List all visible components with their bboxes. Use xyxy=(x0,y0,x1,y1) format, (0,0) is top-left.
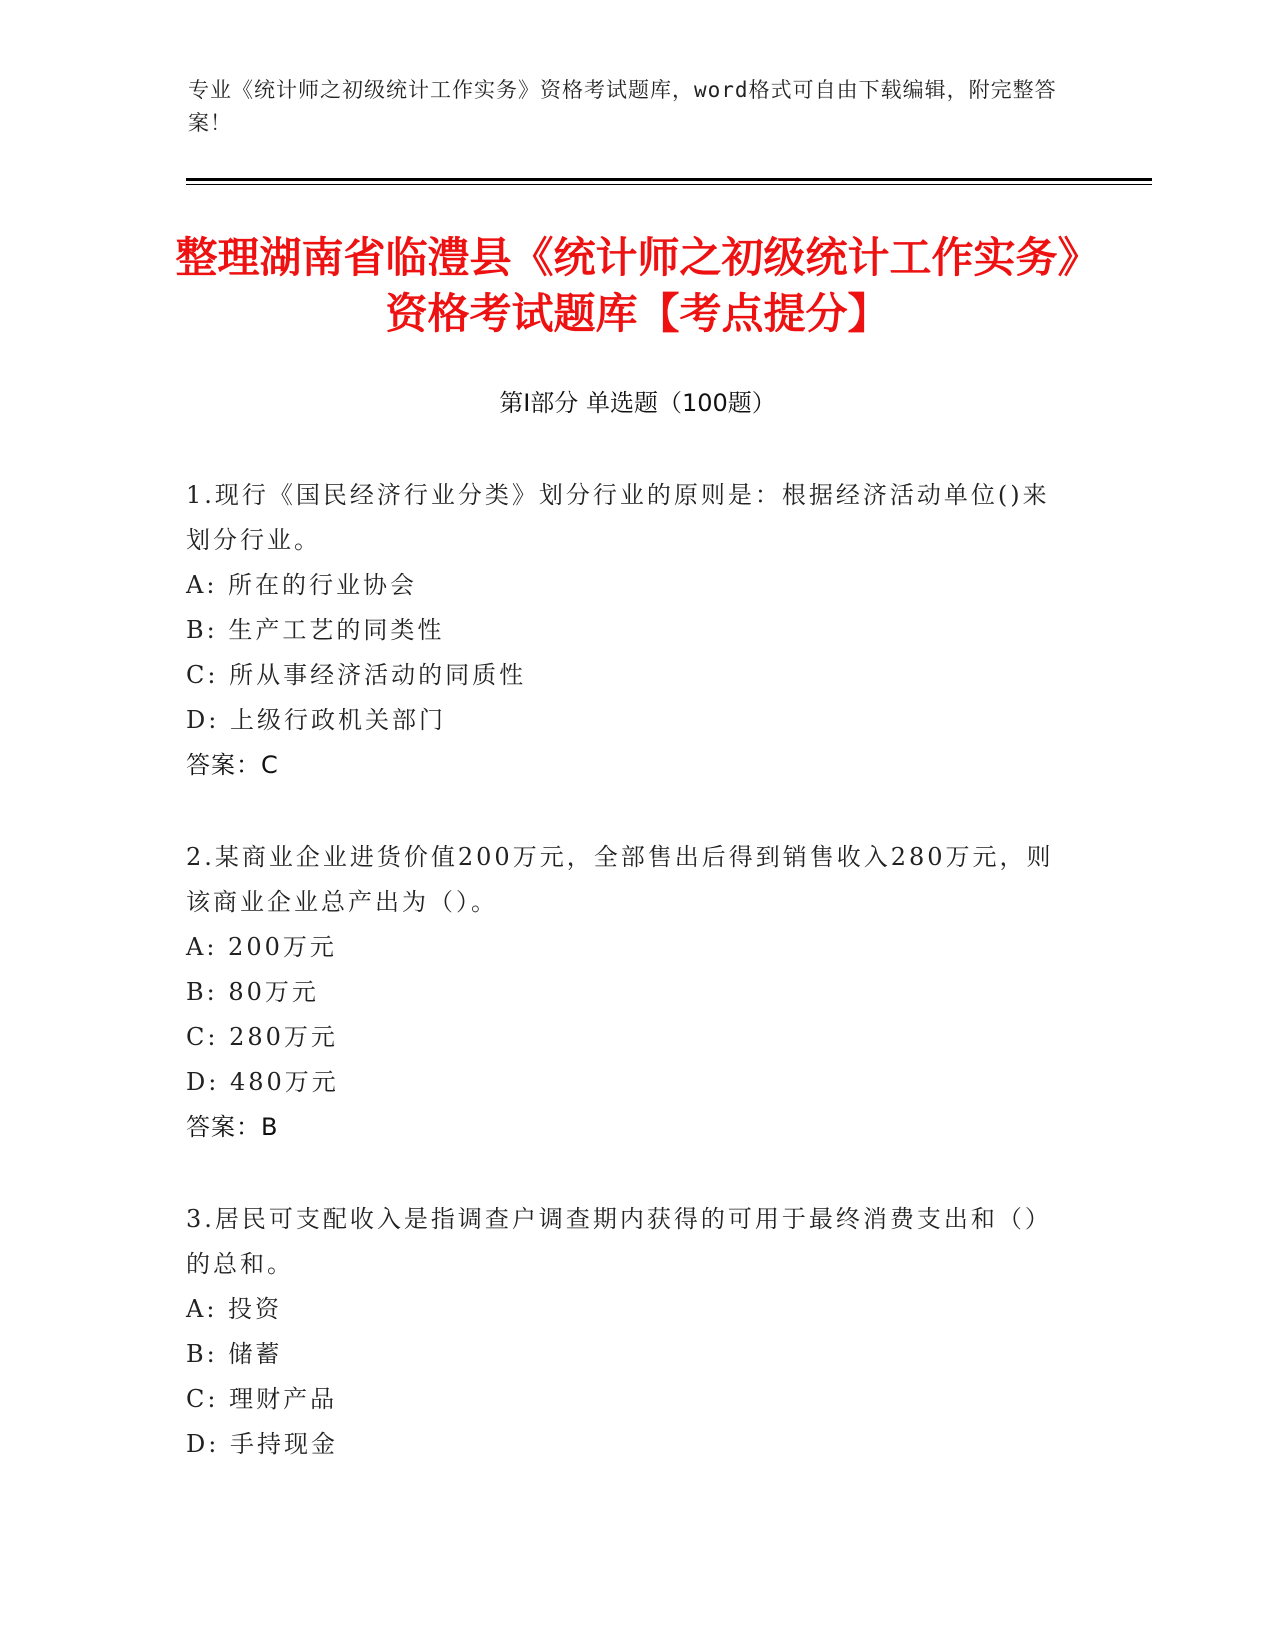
option-b: B: 生产工艺的同类性 xyxy=(186,616,445,644)
document-title: 整理湖南省临澧县《统计师之初级统计工作实务》资格考试题库【考点提分】 xyxy=(175,233,1100,338)
answer-line: 答案：B xyxy=(186,1113,279,1141)
question-item xyxy=(186,473,1066,788)
option-a: A: 所在的行业协会 xyxy=(186,571,418,599)
header-note: 专业《统计师之初级统计工作实务》资格考试题库，word格式可自由下载编辑，附完整答案！ xyxy=(188,78,1057,135)
option-c: C: 所从事经济活动的同质性 xyxy=(186,661,527,689)
header-divider-thin xyxy=(186,184,1152,185)
question-stem: 3.居民可支配收入是指调查户调查期内获得的可用于最终消费支出和（）的总和。 xyxy=(186,1205,1052,1278)
option-a: A: 投资 xyxy=(186,1295,283,1323)
question-stem: 2.某商业企业进货价值200万元，全部售出后得到销售收入280万元，则该商业企业总产出为（）。 xyxy=(186,843,1054,916)
option-d: D: 480万元 xyxy=(186,1068,339,1096)
option-d: D: 手持现金 xyxy=(186,1430,338,1458)
section-heading: 第Ⅰ部分 单选题（100题） xyxy=(499,389,776,417)
question-item xyxy=(186,1197,1066,1467)
option-c: C: 理财产品 xyxy=(186,1385,338,1413)
question-stem: 1.现行《国民经济行业分类》划分行业的原则是：根据经济活动单位()来划分行业。 xyxy=(186,481,1050,554)
header-divider-thick xyxy=(186,178,1152,181)
option-d: D: 上级行政机关部门 xyxy=(186,706,446,734)
question-item xyxy=(186,835,1066,1150)
option-b: B: 80万元 xyxy=(186,978,319,1006)
option-b: B: 储蓄 xyxy=(186,1340,283,1368)
question-list xyxy=(186,473,1066,1514)
option-a: A: 200万元 xyxy=(186,933,337,961)
option-c: C: 280万元 xyxy=(186,1023,338,1051)
answer-line: 答案：C xyxy=(186,751,279,779)
